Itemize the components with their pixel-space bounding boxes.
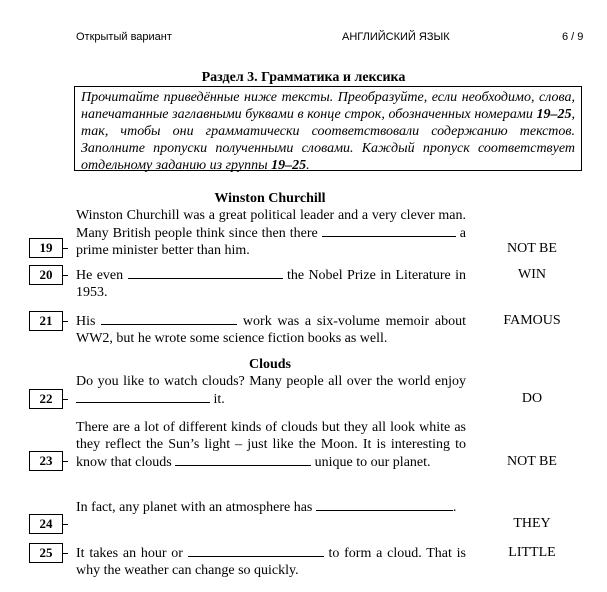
question-number: 23 (29, 451, 63, 471)
answer-word: NOT BE (507, 454, 557, 469)
question-text-after: it. (210, 392, 225, 407)
instruction-text: Прочитайте приведённые ниже тексты. Преобразуйте, если необходимо, слова, напечатанные заглавными буквами в конце строк, обозначенных номерами (81, 90, 575, 122)
header-variant-label: Открытый вариант (76, 31, 172, 43)
question-text (76, 207, 466, 259)
answer-word: NOT BE (507, 241, 557, 256)
question-number: 19 (29, 238, 63, 258)
question-number: 24 (29, 514, 63, 534)
question-text-after: the Nobel Prize in Literature in 1953. (76, 268, 466, 300)
question-text-before: His (76, 314, 102, 329)
instruction-range: 19–25 (271, 158, 307, 173)
answer-blank[interactable] (322, 224, 456, 237)
question-text-after: to form a cloud. That is why the weather can change so quickly. (76, 546, 466, 578)
question-text (76, 419, 466, 471)
question-text (76, 266, 466, 301)
divider (63, 321, 68, 322)
question-text-after: unique to our planet. (311, 455, 431, 470)
question-text-after: a prime minister better than him. (76, 226, 466, 258)
answer-word: FAMOUS (503, 313, 561, 328)
answer-word: THEY (513, 516, 551, 531)
question-text-after: work was a six-volume memoir about WW2, but he wrote some science fiction books as well. (76, 314, 466, 346)
header-subject: АНГЛИЙСКИЙ ЯЗЫК (342, 31, 450, 43)
answer-word: DO (521, 391, 543, 406)
question-text-before: Winston Churchill was a great political leader and a very clever man. Many British people think since then there (76, 208, 466, 241)
answer-blank[interactable] (316, 498, 453, 511)
question-text (76, 498, 466, 516)
instruction-text: , так, чтобы они грамматически соответствовали содержанию текстов. Заполните пропуски полученными словами. Каждый пропуск соответствует отдельному заданию из группы (81, 107, 575, 173)
answer-word: WIN (518, 267, 546, 282)
question-text-before: There are a lot of different kinds of clouds but they all look white as they reflect the Sun’s light – just like the Moon. It is interesting to know that clouds (76, 420, 466, 470)
answer-blank[interactable] (128, 266, 283, 279)
question-text-before: He even (76, 268, 128, 283)
divider (63, 399, 68, 400)
question-number: 20 (29, 265, 63, 285)
answer-word: LITTLE (508, 545, 556, 560)
question-text-before: Do you like to watch clouds? Many people all over the world enjoy (76, 374, 466, 389)
question-text-after: . (452, 500, 457, 515)
instruction-box (74, 86, 582, 171)
story-title: Clouds (248, 357, 292, 372)
divider (63, 461, 68, 462)
question-number: 21 (29, 311, 63, 331)
question-number: 22 (29, 389, 63, 409)
question-number: 25 (29, 543, 63, 563)
divider (63, 553, 68, 554)
divider (63, 524, 68, 525)
instruction-text: . (306, 158, 310, 173)
divider (63, 248, 68, 249)
page-number: 6 / 9 (562, 31, 584, 43)
answer-blank[interactable] (175, 453, 311, 466)
story-title: Winston Churchill (214, 191, 326, 206)
question-text (76, 373, 466, 408)
question-text (76, 544, 466, 579)
instruction-range: 19–25 (536, 107, 572, 122)
question-text (76, 312, 466, 347)
answer-blank[interactable] (101, 312, 237, 325)
section-title: Раздел 3. Грамматика и лексика (201, 70, 406, 85)
question-text-before: In fact, any planet with an atmosphere has (76, 500, 316, 515)
answer-blank[interactable] (76, 390, 210, 403)
answer-blank[interactable] (188, 544, 324, 557)
divider (63, 275, 68, 276)
question-text-before: It takes an hour or (76, 546, 188, 561)
